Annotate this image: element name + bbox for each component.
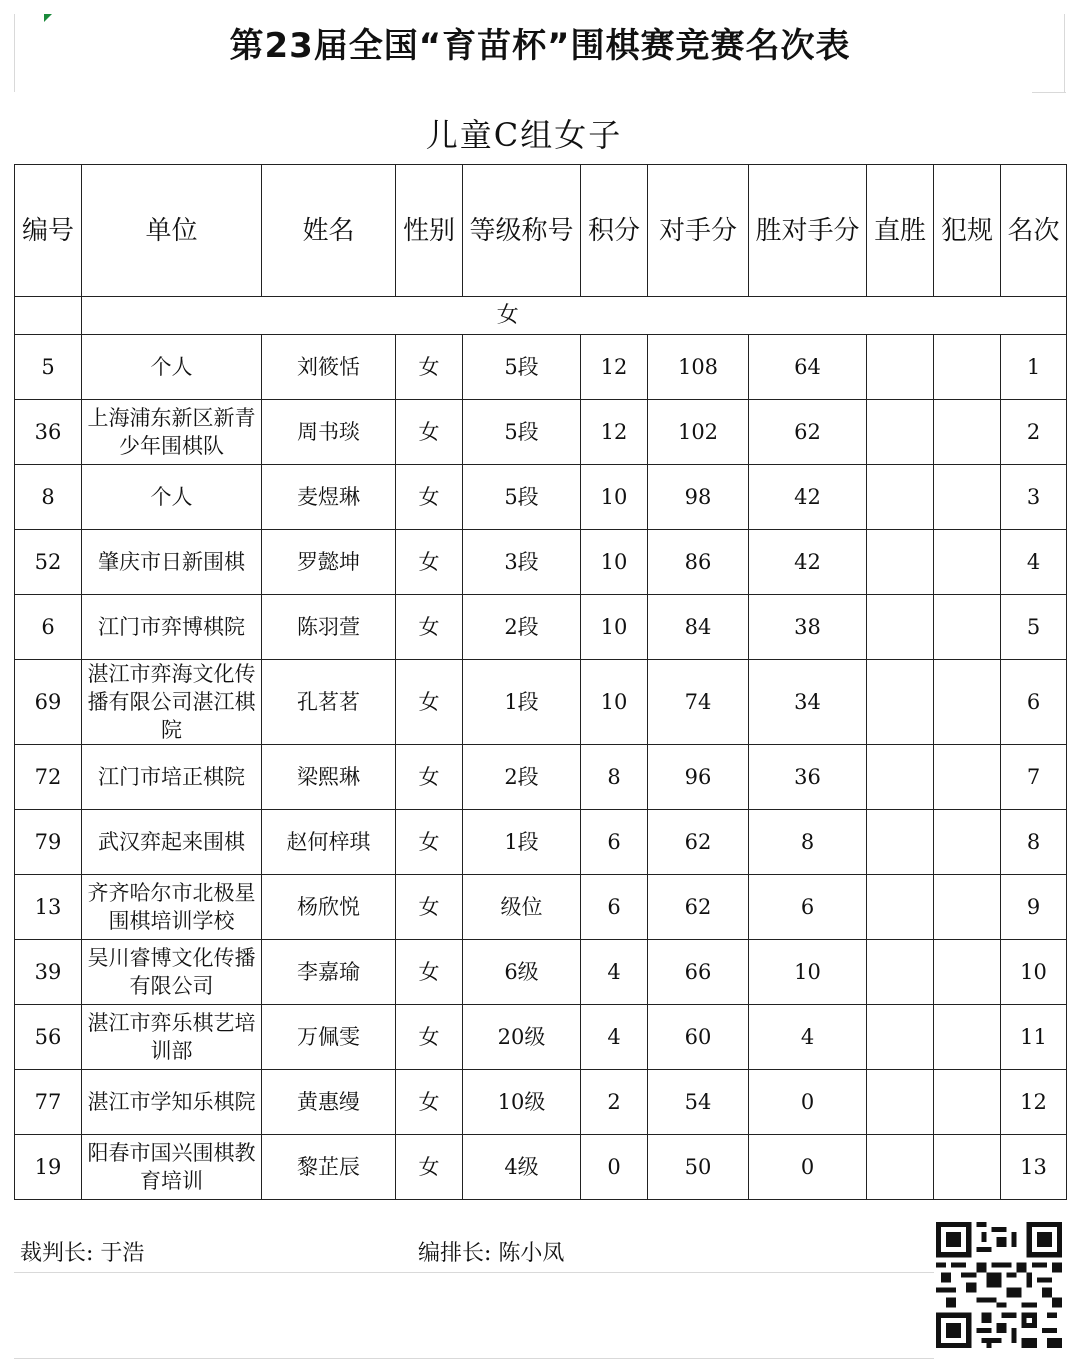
cell-beaten-opponent-score: 64 — [749, 335, 867, 400]
cell-unit: 湛江市弈海文化传播有限公司湛江棋院 — [82, 660, 262, 745]
cell-foul — [934, 940, 1001, 1005]
cell-direct-win — [867, 595, 934, 660]
cell-gender: 女 — [396, 335, 463, 400]
group-label: 女 — [82, 297, 934, 335]
cell-points: 0 — [581, 1135, 648, 1200]
cell-opponent-score: 74 — [648, 660, 749, 745]
cell-direct-win — [867, 810, 934, 875]
chief-referee-label: 裁判长: 于浩 — [20, 1241, 145, 1266]
table-row — [15, 1135, 1067, 1200]
cell-unit: 江门市培正棋院 — [82, 745, 262, 810]
page-subtitle: 儿童C组女子 — [425, 116, 623, 154]
cell-points: 10 — [581, 660, 648, 745]
cell-unit: 肇庆市日新围棋 — [82, 530, 262, 595]
table-row — [15, 595, 1067, 660]
cell-opponent-score: 86 — [648, 530, 749, 595]
cell-unit: 上海浦东新区新青少年围棋队 — [82, 400, 262, 465]
table-row — [15, 875, 1067, 940]
group-row — [15, 297, 1067, 335]
cell-beaten-opponent-score: 34 — [749, 660, 867, 745]
cell-foul — [934, 400, 1001, 465]
cell-direct-win — [867, 400, 934, 465]
cell-beaten-opponent-score: 62 — [749, 400, 867, 465]
cell-opponent-score: 108 — [648, 335, 749, 400]
cell-id: 79 — [15, 810, 82, 875]
cell-grade: 级位 — [463, 875, 581, 940]
cell-rank: 13 — [1001, 1135, 1067, 1200]
col-header-grade: 等级称号 — [463, 165, 581, 297]
cell-name: 孔茗茗 — [262, 660, 396, 745]
cell-name: 周书琰 — [262, 400, 396, 465]
table-row — [15, 940, 1067, 1005]
cell-beaten-opponent-score: 42 — [749, 530, 867, 595]
cell-gender: 女 — [396, 940, 463, 1005]
cell-id: 5 — [15, 335, 82, 400]
cell-foul — [934, 465, 1001, 530]
table-row — [15, 335, 1067, 400]
cell-name: 麦煜琳 — [262, 465, 396, 530]
cell-points: 6 — [581, 875, 648, 940]
cell-foul — [934, 1070, 1001, 1135]
cell-opponent-score: 98 — [648, 465, 749, 530]
cell-foul — [934, 810, 1001, 875]
cell-beaten-opponent-score: 38 — [749, 595, 867, 660]
cell-grade: 1段 — [463, 660, 581, 745]
col-header-direct-win: 直胜 — [867, 165, 934, 297]
cell-unit: 湛江市弈乐棋艺培训部 — [82, 1005, 262, 1070]
cell-unit: 个人 — [82, 335, 262, 400]
table-row — [15, 400, 1067, 465]
cell-name: 黎芷辰 — [262, 1135, 396, 1200]
cell-grade: 2段 — [463, 595, 581, 660]
cell-rank: 2 — [1001, 400, 1067, 465]
cell-name: 梁熙琳 — [262, 745, 396, 810]
cell-id: 19 — [15, 1135, 82, 1200]
group-spacer — [15, 297, 82, 335]
cell-rank: 7 — [1001, 745, 1067, 810]
cell-gender: 女 — [396, 595, 463, 660]
col-header-rank: 名次 — [1001, 165, 1067, 297]
cell-foul — [934, 745, 1001, 810]
cell-id: 6 — [15, 595, 82, 660]
cell-grade: 3段 — [463, 530, 581, 595]
cell-unit: 个人 — [82, 465, 262, 530]
gridline — [1032, 92, 1066, 93]
cell-direct-win — [867, 660, 934, 745]
table-row — [15, 660, 1067, 745]
cell-id: 39 — [15, 940, 82, 1005]
cell-foul — [934, 875, 1001, 940]
cell-direct-win — [867, 335, 934, 400]
cell-unit: 齐齐哈尔市北极星围棋培训学校 — [82, 875, 262, 940]
cell-rank: 11 — [1001, 1005, 1067, 1070]
cell-points: 10 — [581, 595, 648, 660]
results-table — [14, 164, 1067, 1200]
cell-opponent-score: 102 — [648, 400, 749, 465]
cell-id: 13 — [15, 875, 82, 940]
cell-grade: 10级 — [463, 1070, 581, 1135]
col-header-id: 编号 — [15, 165, 82, 297]
cell-foul — [934, 595, 1001, 660]
qr-code — [936, 1220, 1062, 1350]
col-header-gender: 性别 — [396, 165, 463, 297]
cell-id: 36 — [15, 400, 82, 465]
chief-arranger-label: 编排长: 陈小凤 — [418, 1241, 565, 1266]
cell-grade: 2段 — [463, 745, 581, 810]
cell-opponent-score: 96 — [648, 745, 749, 810]
cell-beaten-opponent-score: 8 — [749, 810, 867, 875]
cell-grade: 5段 — [463, 335, 581, 400]
cell-grade: 1段 — [463, 810, 581, 875]
cell-direct-win — [867, 940, 934, 1005]
cell-id: 56 — [15, 1005, 82, 1070]
cell-beaten-opponent-score: 42 — [749, 465, 867, 530]
cell-points: 12 — [581, 400, 648, 465]
table-row — [15, 810, 1067, 875]
col-header-opponent-score: 对手分 — [648, 165, 749, 297]
cell-foul — [934, 1135, 1001, 1200]
cell-gender: 女 — [396, 745, 463, 810]
cell-rank: 5 — [1001, 595, 1067, 660]
col-header-name: 姓名 — [262, 165, 396, 297]
cell-beaten-opponent-score: 4 — [749, 1005, 867, 1070]
gridline — [14, 1358, 934, 1359]
cell-unit: 阳春市国兴围棋教育培训 — [82, 1135, 262, 1200]
cell-gender: 女 — [396, 1005, 463, 1070]
cell-grade: 6级 — [463, 940, 581, 1005]
cell-id: 69 — [15, 660, 82, 745]
table-row — [15, 745, 1067, 810]
table-row — [15, 530, 1067, 595]
cell-points: 10 — [581, 465, 648, 530]
cell-unit: 吴川睿博文化传播有限公司 — [82, 940, 262, 1005]
cell-opponent-score: 84 — [648, 595, 749, 660]
cell-id: 77 — [15, 1070, 82, 1135]
cell-direct-win — [867, 530, 934, 595]
col-header-unit: 单位 — [82, 165, 262, 297]
cell-direct-win — [867, 745, 934, 810]
cell-name: 万佩雯 — [262, 1005, 396, 1070]
cell-opponent-score: 62 — [648, 875, 749, 940]
cell-points: 4 — [581, 1005, 648, 1070]
cell-name: 李嘉瑜 — [262, 940, 396, 1005]
cell-direct-win — [867, 465, 934, 530]
table-row — [15, 1005, 1067, 1070]
cell-id: 8 — [15, 465, 82, 530]
cell-rank: 6 — [1001, 660, 1067, 745]
cell-foul — [934, 660, 1001, 745]
cell-opponent-score: 54 — [648, 1070, 749, 1135]
cell-unit: 湛江市学知乐棋院 — [82, 1070, 262, 1135]
cell-points: 12 — [581, 335, 648, 400]
cell-beaten-opponent-score: 0 — [749, 1070, 867, 1135]
cell-beaten-opponent-score: 0 — [749, 1135, 867, 1200]
cell-gender: 女 — [396, 1135, 463, 1200]
cell-grade: 20级 — [463, 1005, 581, 1070]
cell-direct-win — [867, 875, 934, 940]
cell-rank: 9 — [1001, 875, 1067, 940]
col-header-beaten-opponent-score: 胜对手分 — [749, 165, 867, 297]
cell-gender: 女 — [396, 810, 463, 875]
cell-gender: 女 — [396, 400, 463, 465]
cell-gender: 女 — [396, 1070, 463, 1135]
cell-unit: 江门市弈博棋院 — [82, 595, 262, 660]
cell-rank: 12 — [1001, 1070, 1067, 1135]
cell-beaten-opponent-score: 36 — [749, 745, 867, 810]
cell-grade: 5段 — [463, 400, 581, 465]
cell-foul — [934, 1005, 1001, 1070]
cell-id: 52 — [15, 530, 82, 595]
page-title: 第23届全国“育苗杯”围棋赛竞赛名次表 — [229, 26, 851, 66]
cell-opponent-score: 50 — [648, 1135, 749, 1200]
cell-grade: 5段 — [463, 465, 581, 530]
table-row — [15, 1070, 1067, 1135]
cell-opponent-score: 66 — [648, 940, 749, 1005]
cell-opponent-score: 60 — [648, 1005, 749, 1070]
cell-name: 陈羽萱 — [262, 595, 396, 660]
cell-points: 2 — [581, 1070, 648, 1135]
cell-direct-win — [867, 1070, 934, 1135]
col-header-foul: 犯规 — [934, 165, 1001, 297]
table-row — [15, 465, 1067, 530]
cell-gender: 女 — [396, 530, 463, 595]
cell-rank: 1 — [1001, 335, 1067, 400]
cell-name: 罗懿坤 — [262, 530, 396, 595]
cell-points: 4 — [581, 940, 648, 1005]
cell-rank: 3 — [1001, 465, 1067, 530]
cell-name: 刘筱恬 — [262, 335, 396, 400]
cell-name: 赵何梓琪 — [262, 810, 396, 875]
cell-gender: 女 — [396, 660, 463, 745]
cell-beaten-opponent-score: 10 — [749, 940, 867, 1005]
cell-points: 10 — [581, 530, 648, 595]
cell-gender: 女 — [396, 875, 463, 940]
group-spacer — [934, 297, 1001, 335]
cell-opponent-score: 62 — [648, 810, 749, 875]
group-spacer — [1001, 297, 1067, 335]
cell-unit: 武汉弈起来围棋 — [82, 810, 262, 875]
cell-rank: 10 — [1001, 940, 1067, 1005]
col-header-points: 积分 — [581, 165, 648, 297]
cell-name: 杨欣悦 — [262, 875, 396, 940]
cell-points: 6 — [581, 810, 648, 875]
cell-points: 8 — [581, 745, 648, 810]
cell-rank: 8 — [1001, 810, 1067, 875]
cell-direct-win — [867, 1135, 934, 1200]
cell-grade: 4级 — [463, 1135, 581, 1200]
cell-foul — [934, 530, 1001, 595]
cell-id: 72 — [15, 745, 82, 810]
cell-foul — [934, 335, 1001, 400]
cell-rank: 4 — [1001, 530, 1067, 595]
header-row — [15, 165, 1067, 297]
cell-beaten-opponent-score: 6 — [749, 875, 867, 940]
cell-name: 黄惠缦 — [262, 1070, 396, 1135]
gridline — [14, 1272, 934, 1273]
cell-gender: 女 — [396, 465, 463, 530]
cell-direct-win — [867, 1005, 934, 1070]
